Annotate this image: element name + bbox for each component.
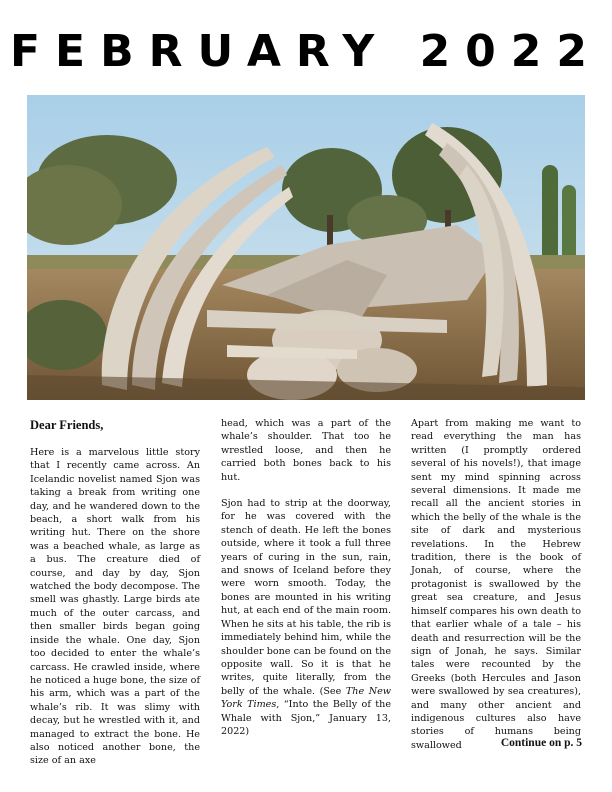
page-title: FEBRUARY 2022 [9,26,603,77]
publication-title: The New York Times [221,685,391,711]
paragraph: Apart from making me want to read everything the man has written (I promptly ordered several of his novels!), that image sent my mind spinning across several dimensions. It made me recall all the ancient stories in which the belly of the whale is the site of dark and mysterious revelations. In the Hebrew tradition, there is the book of Jonah, of course, where the protagonist is swallowed by the great sea creature, and Jesus himself compares his own death to that earlier whale of a tale – his death and resurrection will be the sign of Jonah, he says. Similar tales were recounted by the Greeks (both Hercules and Jason were swallowed by sea creatures), and many other ancient and indigenous cultures also have stories of humans being swallowed [411,418,581,751]
paragraph: head, which was a part of the whale’s shoulder. That too he wrestled loose, and then he carried both bones back to his hut. [221,418,391,483]
whale-skeleton-photo [27,95,585,400]
letter-column-3 [411,417,581,752]
letter-column-2 [221,417,391,738]
continue-link[interactable]: Continue on p. 5 [500,737,582,749]
letter-greeting: Dear Friends, [30,418,104,432]
paragraph-text: , “Into the Belly of the Whale with Sjon,” January 13, 2022) [221,699,392,737]
paragraph-text: Sjon had to strip at the doorway, for he was covered with the stench of death. He left the bones outside, where it took a full three years of curing in the sun, rain, and snows of Iceland before they were worn smooth. Today, the bones are mounted in his writing hut, at each end of the main room. When he sits at his table, the rib is immediately behind him, while the shoulder bone can be found on the opposite wall. So it is that he writes, quite literally, from the belly of the whale. (See [221,498,391,697]
paragraph [221,497,391,738]
paragraph: Here is a marvelous little story that I recently came across. An Icelandic novelist named Sjon was taking a break from writing one day, and he wandered down to the beach, a short walk from his writing hut. There on the shore was a beached whale, as large as a bus. The creature died of course, and day by day, Sjon watched the body decompose. The smell was ghastly. Large birds ate much of the outer carcass, and then smaller birds began going inside the whale. One day, Sjon too decided to enter the whale’s carcass. He crawled inside, where he noticed a huge bone, the size of his arm, which was a part of the whale’s rib. It was slimy with decay, but he wrestled with it, and managed to extract the bone. He also noticed another bone, the size of an axe [30,447,200,767]
letter-column-1 [30,417,200,768]
